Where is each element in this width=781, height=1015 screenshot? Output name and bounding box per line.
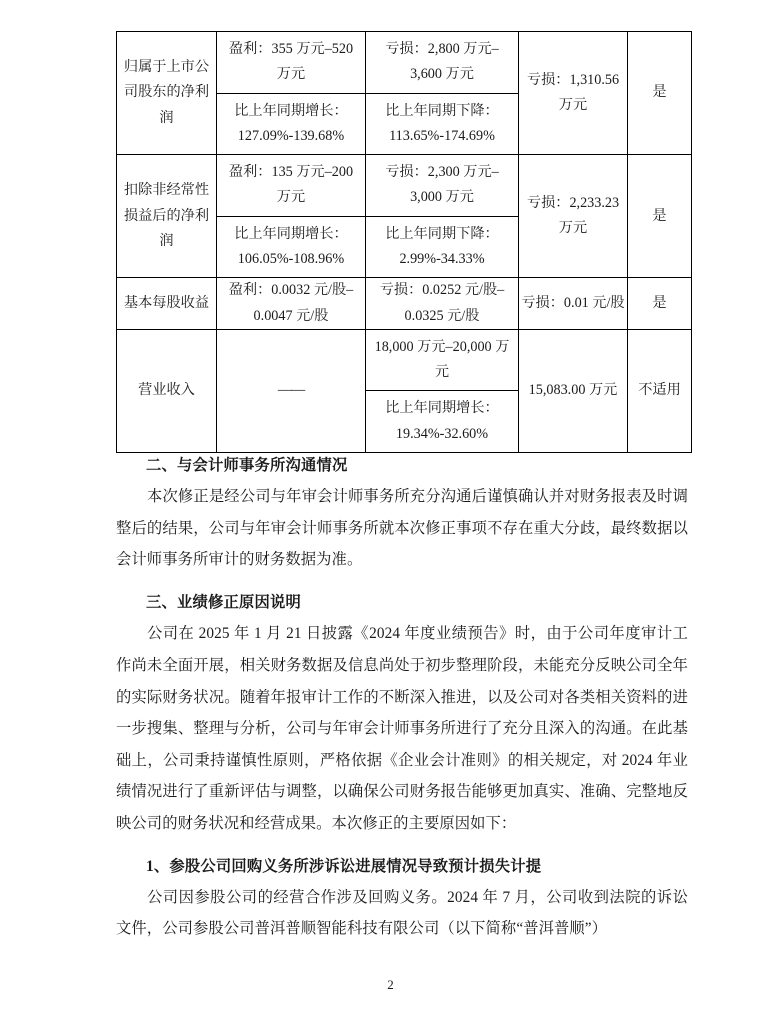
document-body xyxy=(116,452,688,945)
table-row xyxy=(117,32,692,155)
value-line: 比上年同期增长：19.34%-32.60% xyxy=(385,400,499,442)
row-applicable-flag: 不适用 xyxy=(628,329,692,452)
split-cell xyxy=(366,32,518,154)
row-before-cell xyxy=(217,155,366,278)
row-prior-value: 亏损：0.01 元/股 xyxy=(519,278,628,330)
row-after-cell xyxy=(366,32,519,155)
section-spacer xyxy=(116,840,688,853)
table-row xyxy=(117,278,692,330)
section-2-paragraph-1: 本次修正是经公司与年审会计师事务所充分沟通后谨慎确认并对财务报表及时调整后的结果，公司与年审会计师事务所就本次修正事项不存在重大分歧，最终数据以会计师事务所审计的财务数据为准。 xyxy=(116,488,688,569)
row-item-label: 扣除非经常性损益后的净利润 xyxy=(117,155,217,278)
subsection-1-paragraph-1: 公司因参股公司的经营合作涉及回购义务。2024 年 7 月，公司收到法院的诉讼文件，公司参股公司普洱普顺智能科技有限公司（以下简称“普洱普顺”） xyxy=(116,888,688,938)
value-line: 比上年同期增长：127.09%-139.68% xyxy=(234,102,348,144)
section-3-paragraph-1: 公司在 2025 年 1 月 21 日披露《2024 年度业绩预告》时，由于公司年度审计工作尚未全面开展，相关财务数据及信息尚处于初步整理阶段，未能充分反映公司全年的实际财务状况。随着年报审计工作的不断深入推进，以及公司对各类相关资料的进一步搜集、整理与分析，公司与年审会计师事务所进行了充分且深入的沟通。在此基础上，公司秉持谨慎性原则，严格依据《企业会计准则》的相关规定，对 2024 年业绩情况进行了重新评估与调整，以确保公司财务报告能够更加真实、准确、完整地反映公司的财务状况和经营成果。本次修正的主要原因如下： xyxy=(116,625,688,832)
split-cell xyxy=(217,155,365,277)
table-row xyxy=(117,329,692,452)
value-line: 盈利：355 万元–520 万元 xyxy=(217,32,365,93)
section-heading-2: 二、与会计师事务所沟通情况 xyxy=(146,457,348,474)
row-applicable-flag: 是 xyxy=(628,32,692,155)
value-line: 比上年同期增长：106.05%-108.96% xyxy=(234,225,348,267)
row-applicable-flag: 是 xyxy=(628,155,692,278)
row-prior-value: 亏损：2,233.23 万元 xyxy=(519,155,628,278)
value-line: 亏损：2,300 万元–3,000 万元 xyxy=(366,155,518,216)
row-item-label: 基本每股收益 xyxy=(117,278,217,330)
row-prior-value: 15,083.00 万元 xyxy=(519,329,628,452)
row-before-cell: —— xyxy=(217,329,366,452)
split-cell xyxy=(217,32,365,154)
row-before-cell xyxy=(217,32,366,155)
value-line: 18,000 万元–20,000 万元 xyxy=(366,330,518,391)
row-after-cell xyxy=(366,329,519,452)
table-row xyxy=(117,155,692,278)
split-cell xyxy=(366,155,518,277)
row-after-cell: 亏损：0.0252 元/股–0.0325 元/股 xyxy=(366,278,519,330)
row-item-label: 归属于上市公司股东的净利润 xyxy=(117,32,217,155)
value-line: 亏损：2,800 万元–3,600 万元 xyxy=(366,32,518,93)
split-cell xyxy=(366,330,518,452)
section-spacer xyxy=(116,576,688,589)
row-before-cell: 盈利：0.0032 元/股–0.0047 元/股 xyxy=(217,278,366,330)
row-item-label: 营业收入 xyxy=(117,329,217,452)
financial-forecast-table xyxy=(116,31,692,453)
row-after-cell xyxy=(366,155,519,278)
page-number: 2 xyxy=(387,977,394,992)
value-line: 比上年同期下降：2.99%-34.33% xyxy=(385,225,499,267)
financial-forecast-table-wrapper xyxy=(116,31,686,453)
value-line: 盈利：135 万元–200 万元 xyxy=(217,155,365,216)
section-heading-3: 三、业绩修正原因说明 xyxy=(146,594,301,612)
subsection-heading-1: 1、参股公司回购义务所涉诉讼进展情况导致预计损失计提 xyxy=(146,857,542,875)
value-line: 比上年同期下降：113.65%-174.69% xyxy=(385,102,499,144)
row-prior-value: 亏损：1,310.56 万元 xyxy=(519,32,628,155)
row-applicable-flag: 是 xyxy=(628,278,692,330)
